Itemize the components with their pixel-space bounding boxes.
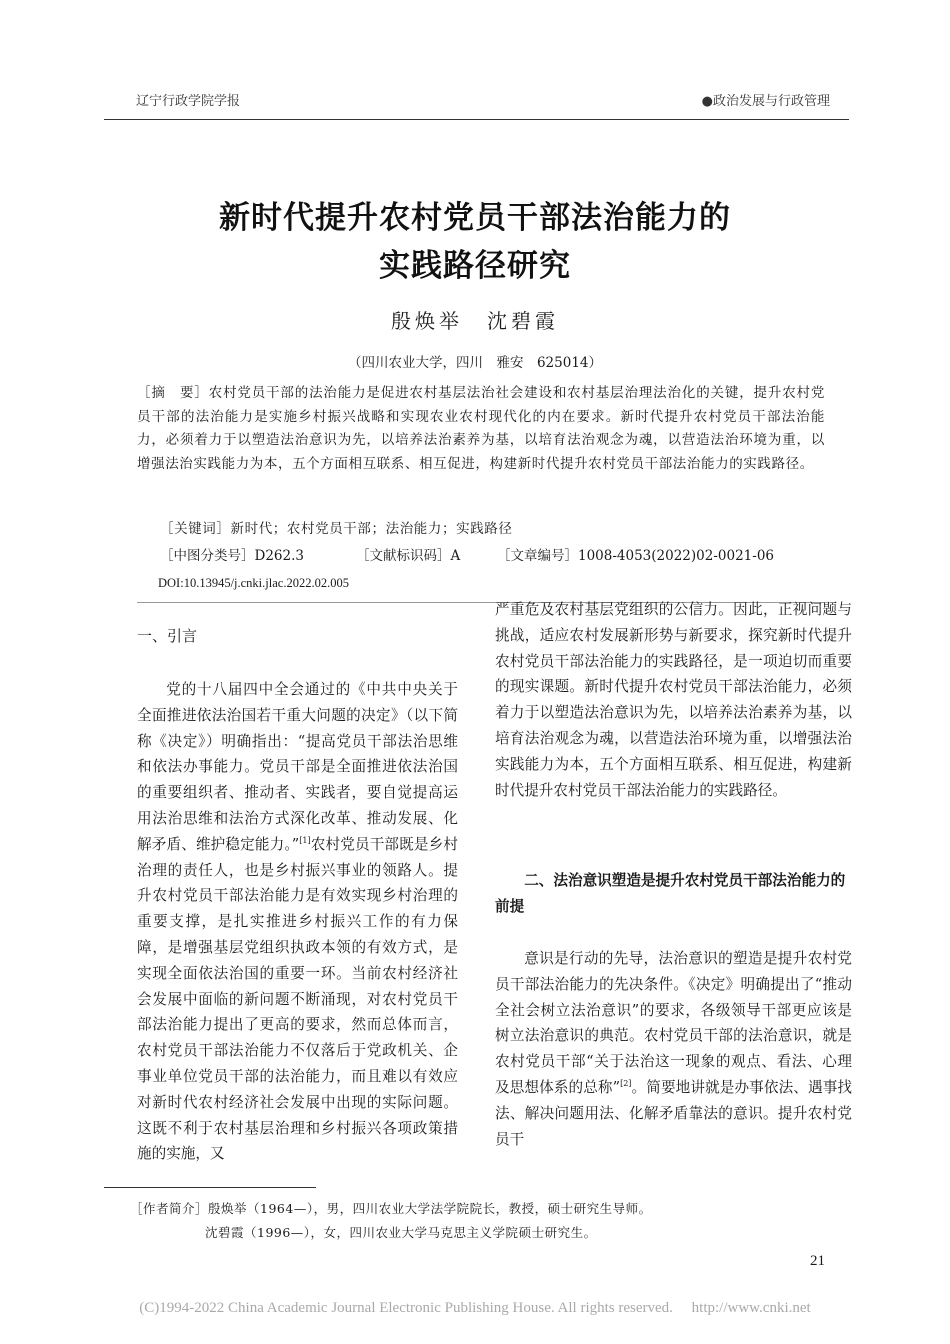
author-bio-label: ［作者简介］ [130, 1201, 209, 1216]
right-column-paragraph-2 [495, 946, 852, 1152]
right-column-paragraph-1: 严重危及农村基层党组织的公信力。因此，正视问题与挑战，适应农村发展新形势与新要求，探究新时代提升农村党员干部法治能力的实践路径，是一项迫切而重要的现实课题。新时代提升农村党员干部法治能力，必须着力于以塑造法治意识为先，以培养法治素养为基，以培育法治观念为魂，以营造法治环境为重，以增强法治实践能力为本，五个方面相互联系、相互促进，构建新时代提升农村党员干部法治能力的实践路径。 [495, 601, 852, 799]
doc-code-label: ［文献标识码］ [356, 548, 451, 564]
abstract-text: 农村党员干部的法治能力是促进农村基层法治社会建设和农村基层治理法治化的关键，提升农村党员干部的法治能力是实施乡村振兴战略和实现农业农村现代化的内在要求。新时代提升农村党员干部法治能力，必须着力于以塑造法治意识为先，以培养法治素养为基，以培育法治观念为魂，以营造法治环境为重，以增强法治实践能力为本，五个方面相互联系、相互促进，构建新时代提升农村党员干部法治能力的实践路径。 [137, 385, 825, 472]
author-bio-2: 沈碧霞（1996—），女，四川农业大学马克思主义学院硕士研究生。 [205, 1225, 597, 1240]
article-number [497, 544, 774, 564]
keywords-text: 新时代；农村党员干部；法治能力；实践路径 [230, 521, 513, 537]
reference-2[interactable]: [2] [620, 1079, 632, 1089]
copyright-watermark: (C)1994-2022 China Academic Journal Electronic Publishing House. All rights reserved. http://www.cnki.net [139, 1300, 811, 1316]
doc-code-value: A [450, 548, 461, 564]
title-line-1: 新时代提升农村党员干部法治能力的 [219, 200, 731, 236]
author-bio-text-1: 殷焕举（1964—），男，四川农业大学法学院院长，教授，硕士研究生导师。 [208, 1201, 652, 1216]
authors: 殷焕举 沈碧霞 [391, 309, 559, 333]
header-rule [104, 119, 849, 120]
reference-1[interactable]: [1] [299, 835, 311, 845]
right-text-1: 意识是行动的先导，法治意识的塑造是提升农村党员干部法治能力的先决条件。《决定》明确提出了“推动全社会树立法治意识”的要求，各级领导干部更应该是树立法治意识的典范。农村党员干部的法治意识，就是农村党员干部“关于法治这一现象的观点、看法、心理及思想体系的总称” [495, 950, 852, 1096]
title-line-2: 实践路径研究 [379, 248, 571, 284]
right-text-2: 。简要地讲就是办事依法、遇事找法、解决问题用法、化解矛盾靠法的意识。提升农村党员干 [495, 1078, 852, 1148]
keywords-label: ［关键词］ [160, 521, 231, 537]
affiliation: （四川农业大学，四川 雅安 625014） [347, 355, 603, 371]
clc-value: D262.3 [254, 548, 304, 564]
document-code [356, 544, 460, 564]
article-number-label: ［文章编号］ [497, 548, 578, 564]
section-label: ●政治发展与行政管理 [701, 94, 830, 109]
author-bio-1 [130, 1199, 652, 1217]
abstract-label: ［摘 要］ [137, 385, 209, 401]
section-1-heading: 一、引言 [137, 627, 198, 645]
journal-name: 辽宁行政学院学报 [136, 94, 241, 109]
section-2-heading: 二、法治意识塑造是提升农村党员干部法治能力的前提 [495, 872, 846, 915]
left-text-2: 农村党员干部既是乡村治理的责任人，也是乡村振兴事业的领路人。提升农村党员干部法治能力是有效实现乡村治理的重要支撑，是扎实推进乡村振兴工作的有力保障，是增强基层党组织执政本领的有效方式，是实现全面依法治国的重要一环。当前农村经济社会发展中面临的新问题不断涌现，对农村党员干部法治能力提出了更高的要求，然而总体而言，农村党员干部法治能力不仅落后于党政机关、企事业单位党员干部的法治能力，而且难以有效应对新时代农村经济社会发展中出现的实际问题。这既不利于农村基层治理和乡村振兴各项政策措施的实施，又 [137, 835, 458, 1163]
page-number: 21 [810, 1253, 825, 1269]
article-number-value: 1008-4053(2022)02-0021-06 [578, 548, 775, 564]
left-column-paragraph [137, 677, 458, 1167]
footnote-rule [104, 1187, 316, 1188]
clc-label: ［中图分类号］ [160, 548, 255, 564]
keywords [160, 517, 513, 537]
clc-number [160, 544, 304, 564]
abstract [137, 382, 825, 476]
left-text-1: 党的十八届四中全会通过的《中共中央关于全面推进依法治国若干重大问题的决定》（以下简称《决定》）明确指出：“提高党员干部法治思维和依法办事能力。党员干部是全面推进依法治国的重要组织者、推动者、实践者，要自觉提高运用法治思维和法治方式深化改革、推动发展、化解矛盾、维护稳定能力。” [137, 681, 458, 853]
doi[interactable]: DOI:10.13945/j.cnki.jlac.2022.02.005 [158, 576, 349, 590]
